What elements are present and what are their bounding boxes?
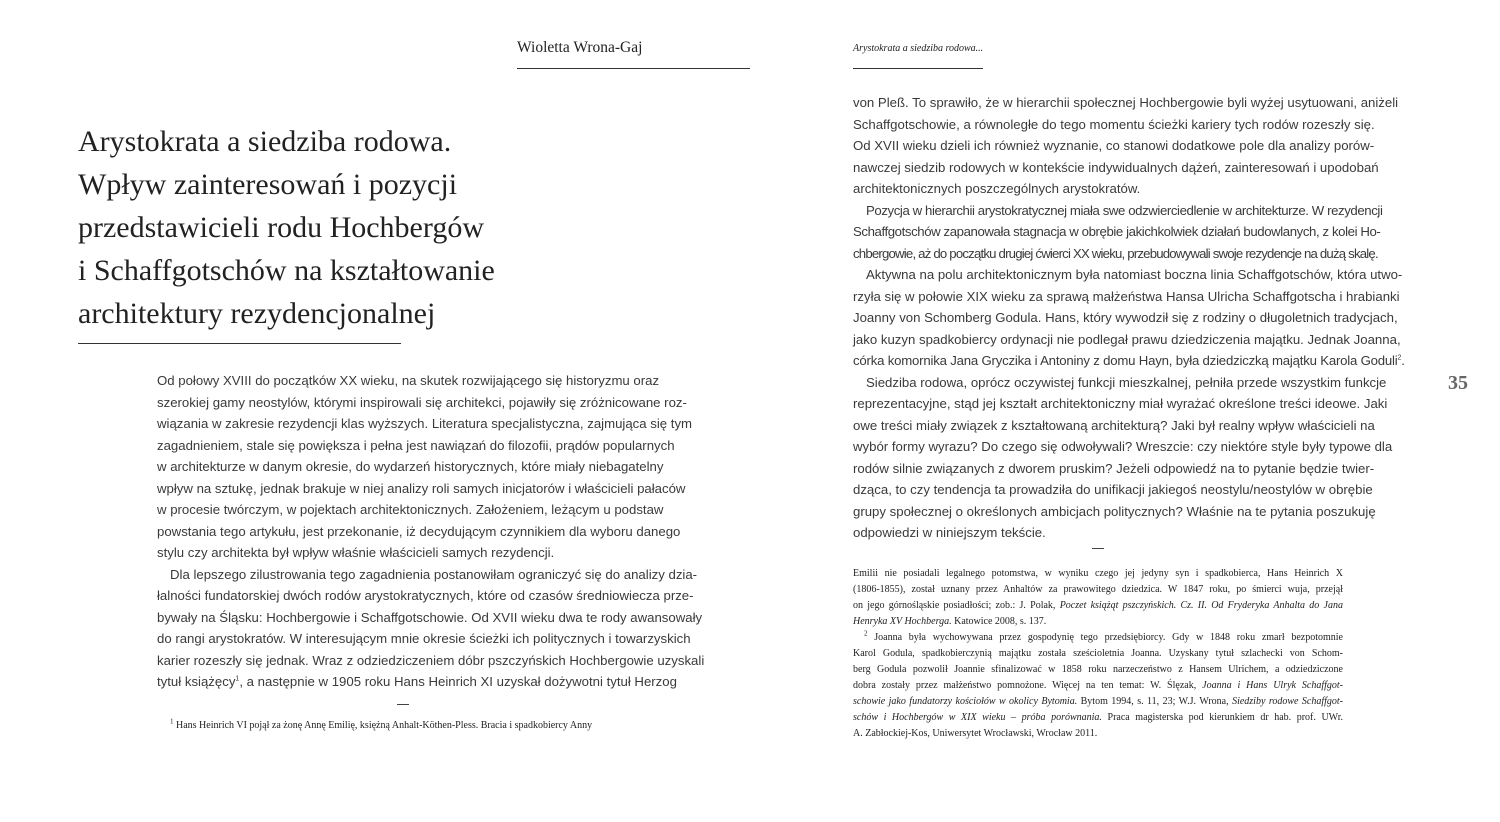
footnote-line: Emilii nie posiadali legalnego potomstwa, w wyniku czego jej jedyny syn i spadkobierca, Hans Heinrich X [853,568,1343,579]
footnote-ref-1[interactable]: 1 [235,675,240,683]
body-line: nawczej siedzib rodowych w kontekście indywidualnych dążeń, zainteresowań i upodobań [853,159,1379,175]
footnote-line: on jego górnośląskie posiadłości; zob.: J. Polak, Poczet książąt pszczyńskich. Cz. II. Od Fryderyka Anhalta do Jana [853,600,1343,611]
article-title [78,120,548,335]
body-line: stylu czy architekta był wpływ właśnie właścicieli samych rezydencji. [157,545,555,560]
body-line: owe treści miały związek z kształtowaną architekturą? Jaki był realny wpływ właścicieli na [853,417,1375,433]
footnote-line: (1806-1855), został uznany przez Anhaltów za prawowitego dziedzica. W 1847 roku, po śmierci wuja, przejął [853,584,1343,595]
body-line: Od połowy XVIII do początków XX wieku, na skutek rozwijającego się historyzmu oraz [157,373,660,388]
footnote-line: Henryka XV Hochberga. Katowice 2008, s. 137. [853,616,1047,627]
body-line: von Pleß. To sprawiło, że w hierarchii społecznej Hochbergowie byli wyżej usytuowani, aniżeli [853,95,1399,110]
footnote-line: schów i Hochbergów w XIX wieku – próba porównania. Praca magisterska pod kierunkiem dr hab. prof. UWr. [853,712,1344,723]
body-line: wybór formy wyrazu? Do czego się odwoływali? Wreszcie: czy niektóre style były typowe dla [853,439,1393,454]
title-line: i Schaffgotschów na kształtowanie [78,254,495,287]
body-line: dząca, to czy tendencja ta prowadziła do unifikacji jakiegoś neostylu/neostylów w obrębie [853,482,1373,497]
body-line: w architekturze w danym okresie, do wydarzeń historycznych, które miały niebagatelny [157,459,664,474]
body-line: odpowiedzi w niniejszym tekście. [853,525,1046,540]
body-line: Dla lepszego zilustrowania tego zagadnienia postanowiłam ograniczyć się do analizy dzia- [170,566,698,582]
body-line: chbergowie, aż do początku drugiej ćwierci XX wieku, przebudowywali swoje rezydencje na dużą skalę. [853,245,1378,261]
title-line: Arystokrata a siedziba rodowa. [78,125,452,158]
body-line: Aktywna na polu architektonicznym była natomiast boczna linia Schaffgotschów, która utwo- [866,267,1403,282]
body-line: bywały na Śląsku: Hochbergowie i Schaffgotschowie. Od XVII wieku dwa te rody awansowały [157,609,703,625]
right-page-body [853,92,1405,544]
title-line: przedstawicieli rodu Hochbergów [78,211,484,244]
page-number: 35 [1448,372,1468,394]
section-dash-right [1092,548,1104,549]
body-line: Schaffgotschowie, a równoległe do tego momentu ścieżki kariery tych rodów rozeszły się. [853,116,1375,132]
body-line: córka komornika Jana Gryczika i Antoniny z domu Hayn, była dziedziczką majątku Karola Goduli$^2$. [853,353,1405,368]
footnote-line: Karol Godula, spadkobierczynią majątku została sześcioletnia Joanna. Uzyskany tytuł szlachecki von Schom- [853,648,1343,659]
body-line: jako kuzyn spadkobiercy ordynacji nie podlegał prawu dziedziczenia majątku. Jednak Joanna, [853,331,1401,347]
body-line: reprezentacyjne, stąd jej kształt architektoniczny miał wyrażać określone treści ideowe. Jaki [853,396,1388,411]
footnote-line: berg Godula pozwolił Joannie sfinalizować w 1858 roku narzeczeństwo z Hansem Ulrichem, a odziedziczone [853,664,1343,675]
body-line: architektonicznych poszczególnych arystokratów. [853,181,1141,196]
body-line: powstania tego artykułu, jest przekonanie, iż decydującym czynnikiem dla wyboru danego [157,523,681,539]
body-line: do rangi arystokratów. W interesującym mnie okresie ścieżki ich politycznych i towarzyskich [157,631,691,646]
body-line: łalności fundatorskiej dwóch rodów arystokratycznych, które od czasów średniowiecza prze- [157,588,694,603]
body-line: tytuł książęcy$^1$, a następnie w 1905 roku Hans Heinrich XI uzyskał dożywotni tytuł Herzog [157,674,677,689]
left-page-body [157,370,705,693]
header-rule-right [853,68,983,69]
footnote-line: dobra zostały przez małżeństwo pomnożone. Więcej na ten temat: W. Ślęzak, Joanna i Hans Ulryk Schaffgot- [853,680,1343,691]
body-line: Schaffgotschów zapanowała stagnacja w obrębie jakichkolwiek działań budowlanych, z kolei Ho- [853,224,1381,239]
footnote-ref-2[interactable]: 2 [1397,354,1402,362]
title-rule [78,343,401,344]
body-line: Pozycja w hierarchii arystokratycznej miała swe odzwierciedlenie w architekturze. W rezydencji [866,202,1383,218]
footnotes-right [853,566,1343,742]
body-line: wiązania w zakresie rezydencji klas wyższych. Literatura specjalistyczna, zajmująca się tym [157,416,693,431]
body-line: Siedziba rodowa, oprócz oczywistej funkcji mieszkalnej, pełniła przede wszystkim funkcje [866,374,1387,390]
body-line: Joanny von Schomberg Godula. Hans, który wywodził się z rodziny o długoletnich tradycjach, [853,310,1398,325]
running-head-author: Wioletta Wrona-Gaj [517,39,643,56]
body-line: wpływ na sztukę, jednak brakuje w niej analizy roli samych inicjatorów i właścicieli pałaców [157,480,686,496]
body-line: Od XVII wieku dzieli ich również wyznanie, co stanowi dodatkowe pole dla analizy porów- [853,138,1375,153]
footnote-2: $^2$ Joanna była wychowywana przez gospodynię tego przedsiębiorcy. Gdy w 1848 roku zmarł bezpotomnie [864,629,1343,643]
body-line: szerokiej gamy neostylów, którymi inspirowali się architekci, pojawiły się zróżnicowane roz- [157,394,687,410]
title-line: architektury rezydencjonalnej [78,297,436,330]
header-rule-left [517,68,750,69]
body-line: karier rozeszły się jednak. Wraz z odziedziczeniem dóbr pszczyńskich Hochbergowie uzyskali [157,652,705,668]
body-line: grupy społecznej o określonych ambicjach politycznych? Właśnie na te pytania poszukuję [853,503,1376,519]
running-head-title: Arystokrata a siedziba rodowa... [853,43,984,54]
body-line: w procesie twórczym, w pojektach architektonicznych. Założeniem, leżącym u podstaw [157,502,664,517]
body-line: zagadnieniem, stale się powiększa i pełna jest nawiązań do filozofii, prądów popularnych [157,437,675,453]
section-dash-left [397,704,409,705]
body-line: rodów silnie związanych z dworem pruskim? Jeżeli odpowiedź na to pytanie będzie twier- [853,460,1375,476]
footnote-line: schowie jako fundatorzy kościołów w okolicy Bytomia. Bytom 1994, s. 11, 23; W.J. Wrona, Siedziby rodowe Schaffgot- [853,696,1343,707]
title-line: Wpływ zainteresowań i pozycji [78,168,458,201]
body-line: rzyła się w połowie XIX wieku za sprawą małżeństwa Hansa Ulricha Schaffgotscha i hrabianki [853,288,1400,304]
footnote-1: $^1$ Hans Heinrich VI pojął za żonę Annę Emilię, księżną Anhalt-Köthen-Pless. Bracia i spadkobiercy Anny [170,717,593,731]
footnote-line: A. Zabłockiej-Kos, Uniwersytet Wrocławski, Wrocław 2011. [853,728,1098,739]
